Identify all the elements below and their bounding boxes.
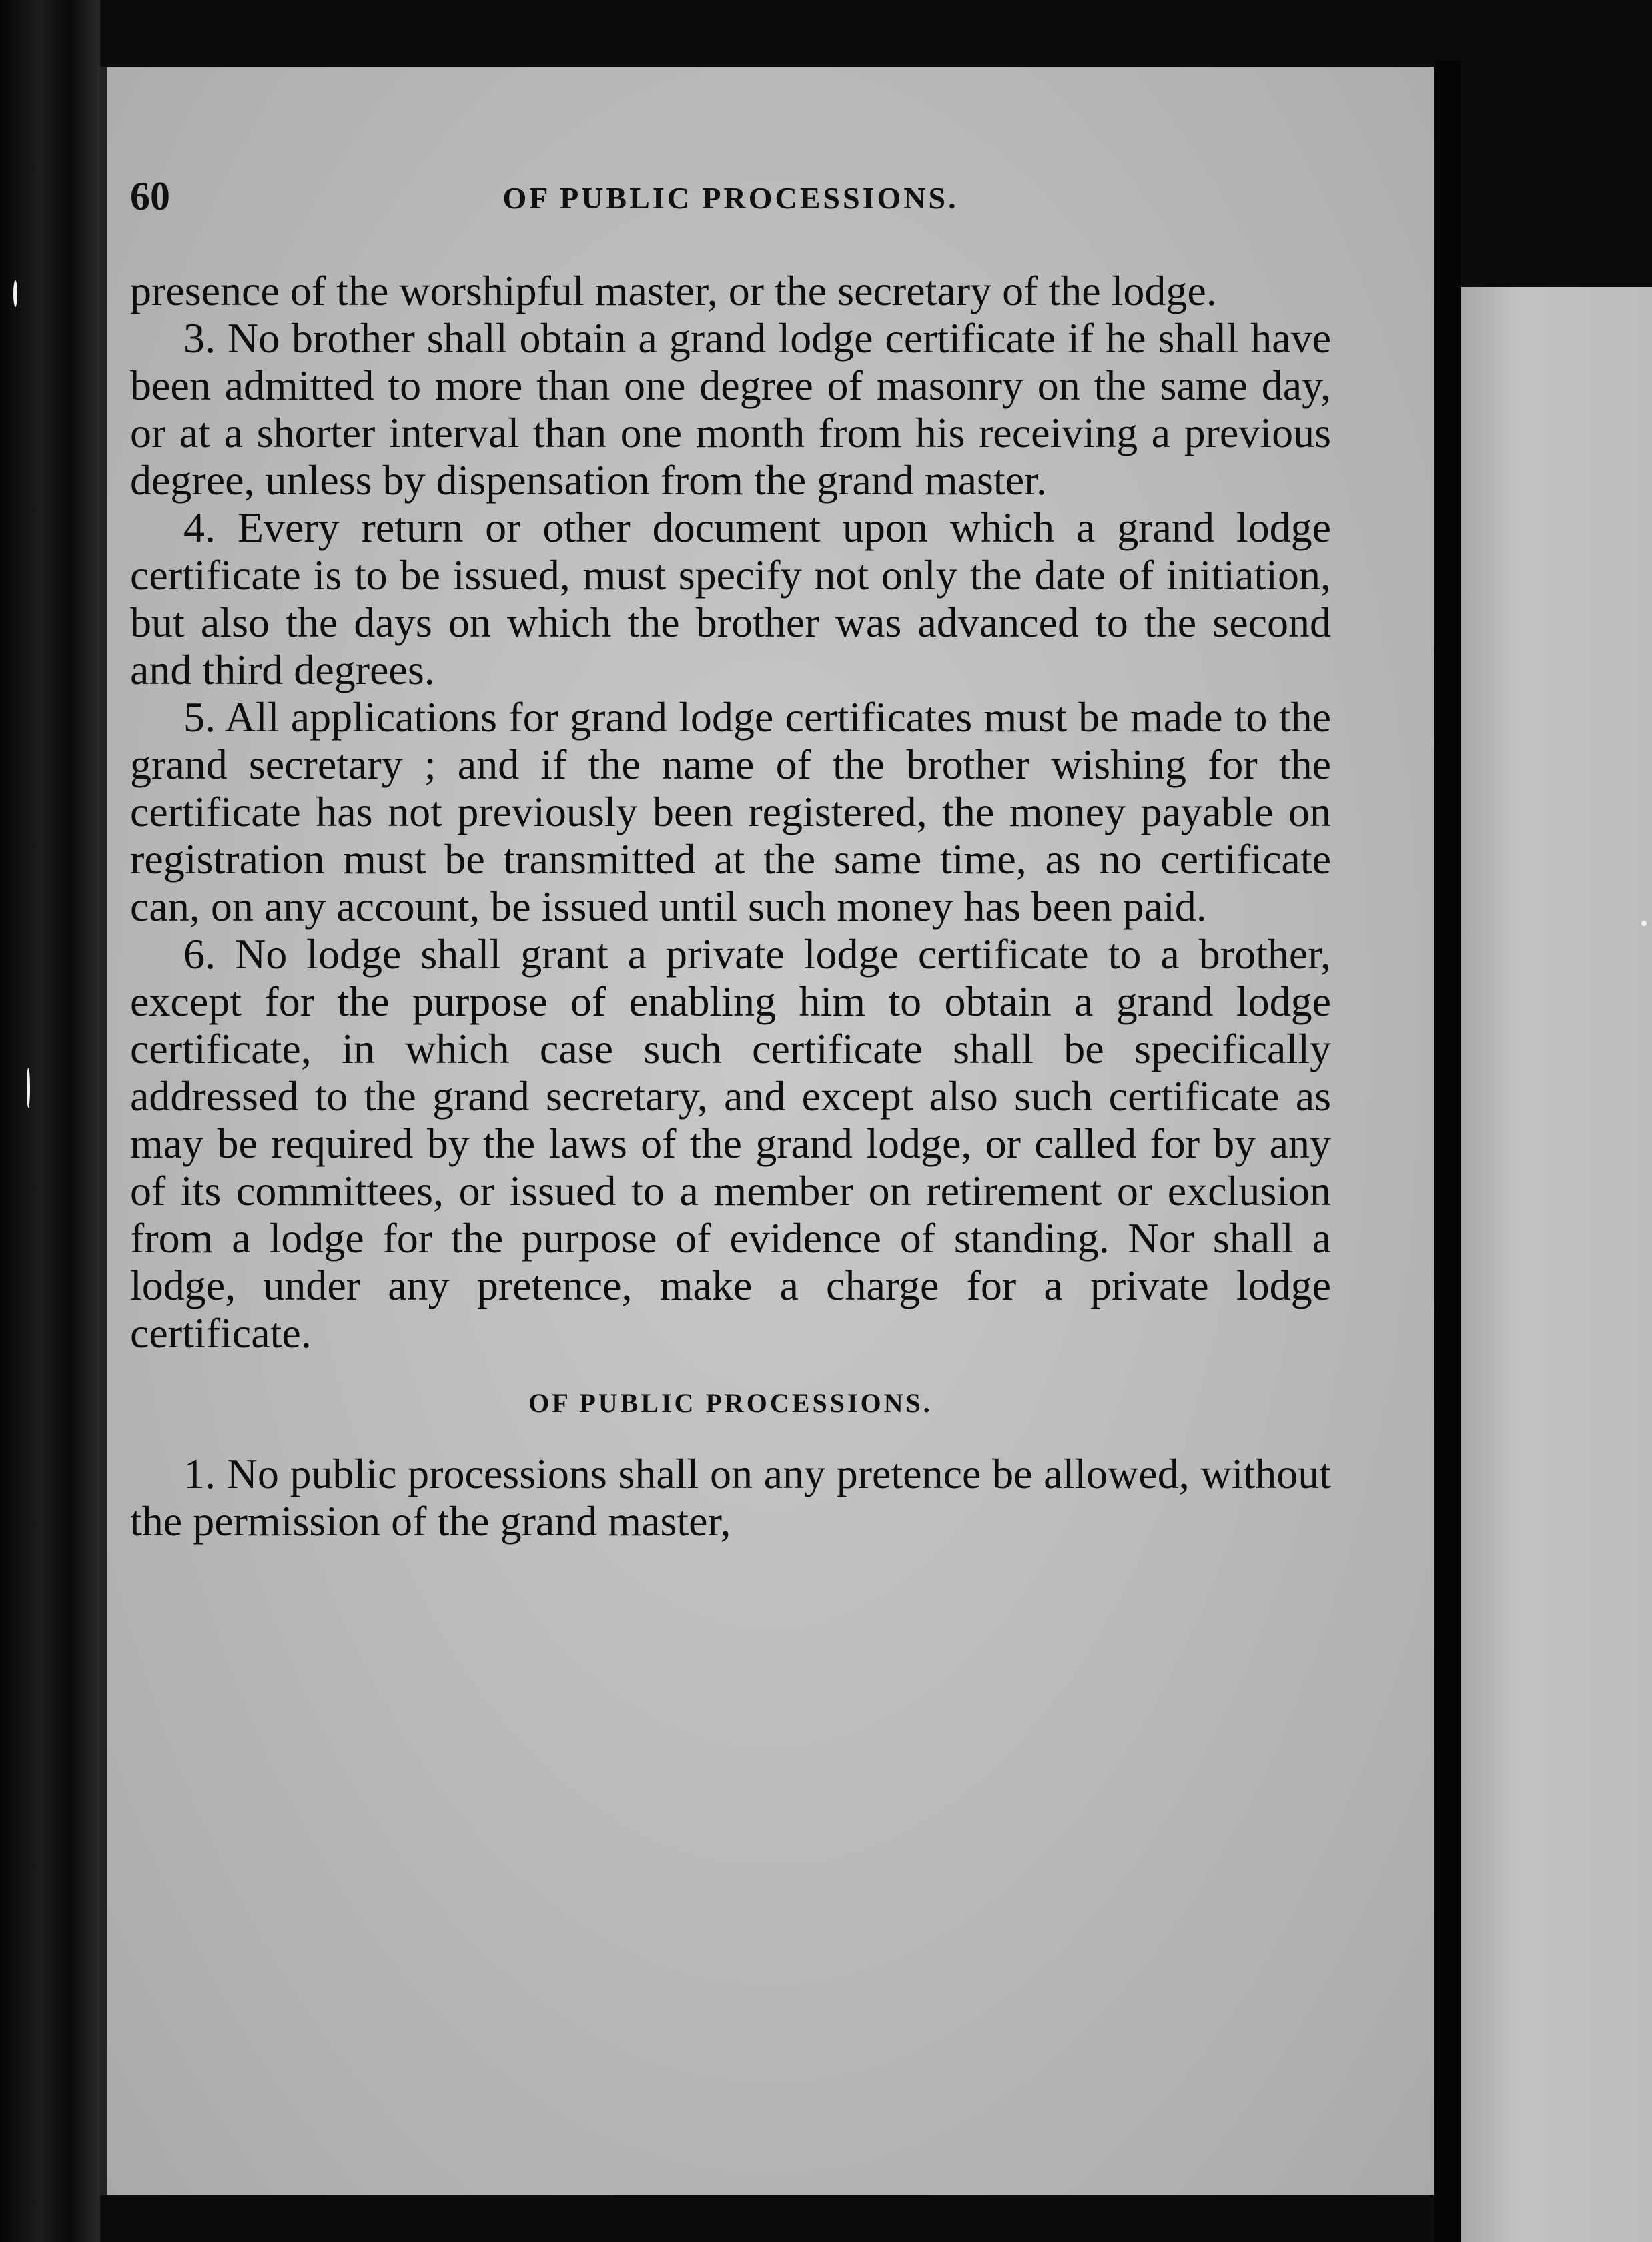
- running-head-title: OF PUBLIC PROCESSIONS.: [502, 181, 959, 215]
- film-edge-strip: [0, 0, 100, 2242]
- left-page-body: [130, 267, 1331, 1545]
- scan-speck: [1641, 921, 1647, 926]
- paragraph-rule-6: 6. No lodge shall grant a private lodge certificate to a brother, except for the purpose of enabling him to obtain a grand lodge certificate, in which case such certificate shall be specifically addressed to the grand secretary, and except also such certificate as may be required by the laws of the grand lodge, or called for by any of its committees, or issued to a member on retirement or exclusion from a lodge for the purpose of evidence of standing. Nor shall a lodge, under any pretence, make a charge for a private lodge certificate.: [130, 930, 1331, 1357]
- paragraph-processions-rule-1: 1. No public processions shall on any pretence be allowed, without the permission of the grand master,: [130, 1450, 1331, 1545]
- right-page: [1461, 287, 1652, 2242]
- scan-scratch: [27, 1068, 30, 1108]
- section-heading: OF PUBLIC PROCESSIONS.: [528, 1388, 933, 1418]
- running-head: [130, 173, 1331, 234]
- paragraph-rule-3: 3. No brother shall obtain a grand lodge certificate if he shall have been admitted to more than one degree of masonry on the same day, or at a shorter interval than one month from his receiving a previous degree, unless by dispensation from the grand master.: [130, 314, 1331, 504]
- scan-scratch: [13, 280, 17, 307]
- book-gutter: [1434, 60, 1461, 2242]
- paragraph-continuation: presence of the worshipful master, or the secretary of the lodge.: [130, 267, 1217, 314]
- paragraph-rule-4: 4. Every return or other document upon which a grand lodge certificate is to be issued, must specify not only the date of initiation, but also the days on which the brother was advanced to the second and third degrees.: [130, 504, 1331, 693]
- paragraph-rule-5: 5. All applications for grand lodge certificates must be made to the grand secretary ; and if the name of the brother wishing for the certificate has not previously been registered, the money payable on registration must be transmitted at the same time, as no certificate can, on any account, be issued until such money has been paid.: [130, 693, 1331, 930]
- page-number: 60: [130, 174, 170, 218]
